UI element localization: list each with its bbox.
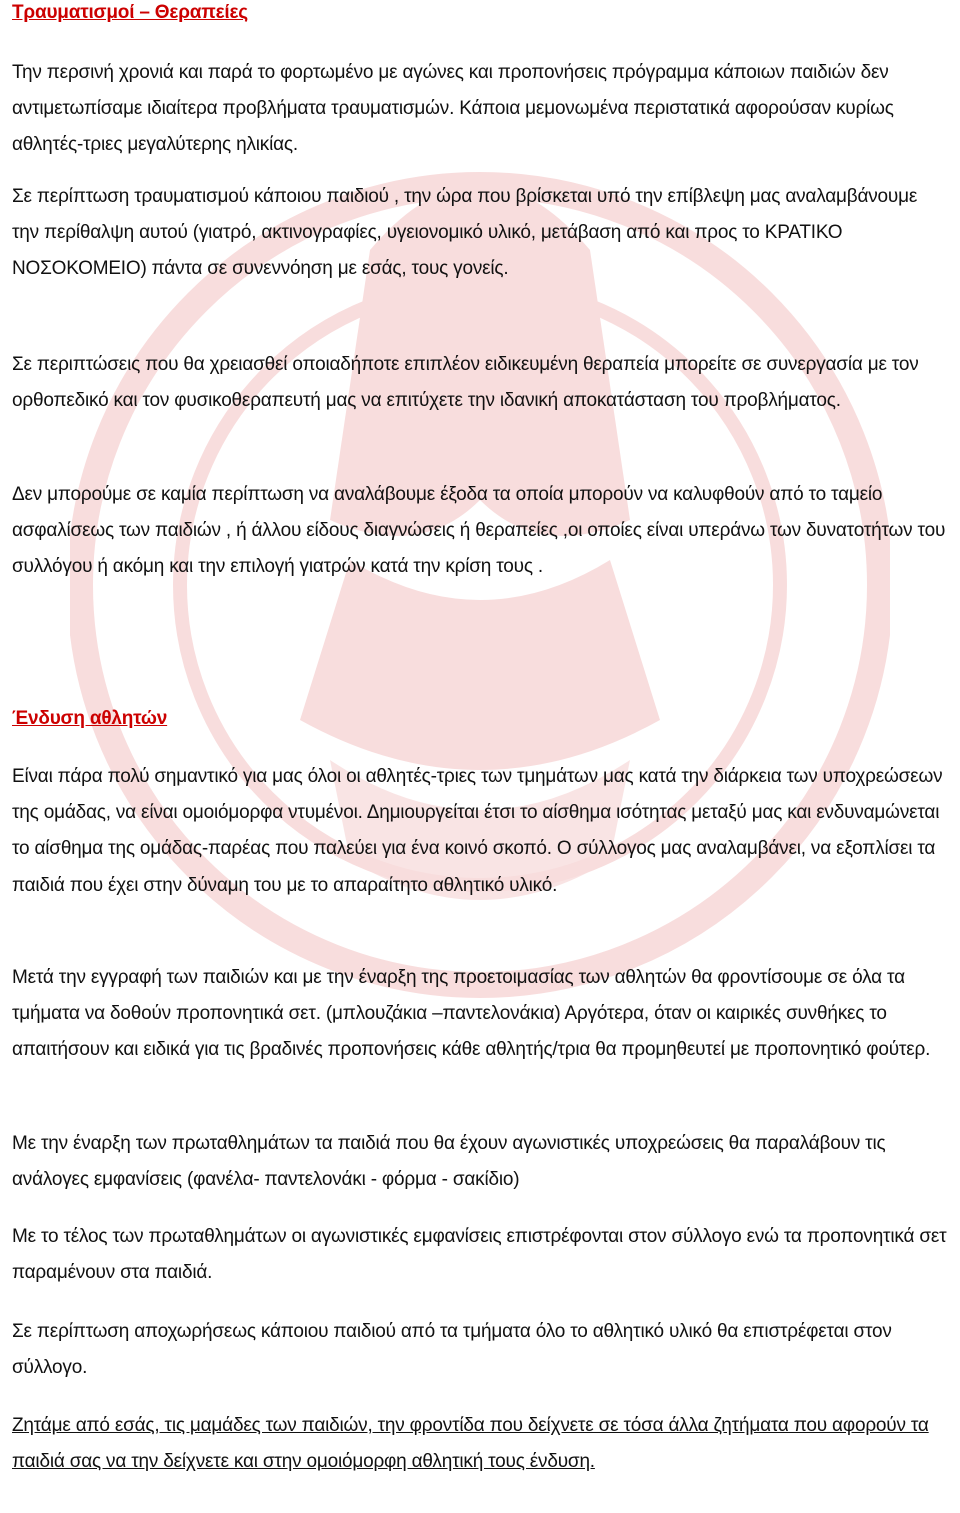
- injuries-paragraph-4: Δεν μπορούμε σε καμία περίπτωση να αναλάβουμε έξοδα τα οποία μπορούν να καλυφθούν από το ταμείο ασφαλίσεως των παιδιών , ή άλλου είδους διαγνώσεις ή θεραπείες ,οι οποίες είναι υπεράνω των δυνατοτήτων του συλλόγου ή ακόμη και την επιλογή γιατρών κατά την κρίση τους .: [12, 484, 946, 578]
- injuries-paragraph-1: Την περσινή χρονιά και παρά το φορτωμένο με αγώνες και προπονήσεις πρόγραμμα κάποιων παιδιών δεν αντιμετωπίσαμε ιδιαίτερα προβλήματα τραυματισμών. Κάποια μεμονωμένα περιστατικά αφορούσαν κυρίως αθλητές-τριες μεγαλύτερης ηλικίας.: [12, 62, 894, 156]
- uniform-paragraph-5: Σε περίπτωση αποχωρήσεως κάποιου παιδιού από τα τμήματα όλο το αθλητικό υλικό θα επιστρέφεται στον σύλλογο.: [12, 1321, 892, 1379]
- uniform-paragraph-4: Με το τέλος των πρωταθλημάτων οι αγωνιστικές εμφανίσεις επιστρέφονται στον σύλλογο ενώ τα προπονητικά σετ παραμένουν στα παιδιά.: [12, 1226, 947, 1284]
- uniform-paragraph-6: Ζητάμε από εσάς, τις μαμάδες των παιδιών, την φροντίδα που δείχνετε σε τόσα άλλα ζητήματα που αφορούν τα παιδιά σας να την δείχνετε και στην ομοιόμορφη αθλητική τους ένδυση.: [12, 1415, 929, 1473]
- injuries-paragraph-2: Σε περίπτωση τραυματισμού κάποιου παιδιού , την ώρα που βρίσκεται υπό την επίβλεψη μας αναλαμβάνουμε την περίθαλψη αυτού (γιατρό, ακτινογραφίες, υγειονομικό υλικό, μετάβαση από και προς το ΚΡΑΤΙΚΟ ΝΟΣΟΚΟΜΕΙΟ) πάντα σε συνεννόηση με εσάς, τους γονείς.: [12, 186, 918, 280]
- uniform-paragraph-1: Είναι πάρα πολύ σημαντικό για μας όλοι οι αθλητές-τριες των τμημάτων μας κατά την διάρκεια των υποχρεώσεων της ομάδας, να είναι ομοιόμορφα ντυμένοι. Δημιουργείται έτσι το αίσθημα ισότητας μεταξύ μας και ενδυναμώνεται το αίσθημα της ομάδας-παρέας που παλεύει για ένα κοινό σκοπό. Ο σύλλογος μας αναλαμβάνει, να εξοπλίσει τα παιδιά που έχει στην δύναμη του με το απαραίτητο αθλητικό υλικό.: [12, 766, 943, 896]
- section-title-uniform: Ένδυση αθλητών: [12, 708, 168, 729]
- uniform-paragraph-3: Με την έναρξη των πρωταθλημάτων τα παιδιά που θα έχουν αγωνιστικές υποχρεώσεις θα παραλάβουν τις ανάλογες εμφανίσεις (φανέλα- παντελονάκι - φόρμα - σακίδιο): [12, 1133, 886, 1191]
- section-title-injuries: Τραυματισμοί – Θεραπείες: [12, 2, 248, 23]
- injuries-paragraph-3: Σε περιπτώσεις που θα χρειασθεί οποιαδήποτε επιπλέον ειδικευμένη θεραπεία μπορείτε σε συνεργασία με τον ορθοπεδικό και τον φυσικοθεραπευτή μας να επιτύχετε την ιδανική αποκατάσταση του προβλήματος.: [12, 354, 919, 412]
- uniform-paragraph-2: Μετά την εγγραφή των παιδιών και με την έναρξη της προετοιμασίας των αθλητών θα φροντίσουμε σε όλα τα τμήματα να δοθούν προπονητικά σετ. (μπλουζάκια –παντελονάκια) Αργότερα, όταν οι καιρικές συνθήκες το απαιτήσουν και ειδικά για τις βραδινές προπονήσεις κάθε αθλητής/τρια θα προμηθευτεί με προπονητικό φούτερ.: [12, 967, 931, 1061]
